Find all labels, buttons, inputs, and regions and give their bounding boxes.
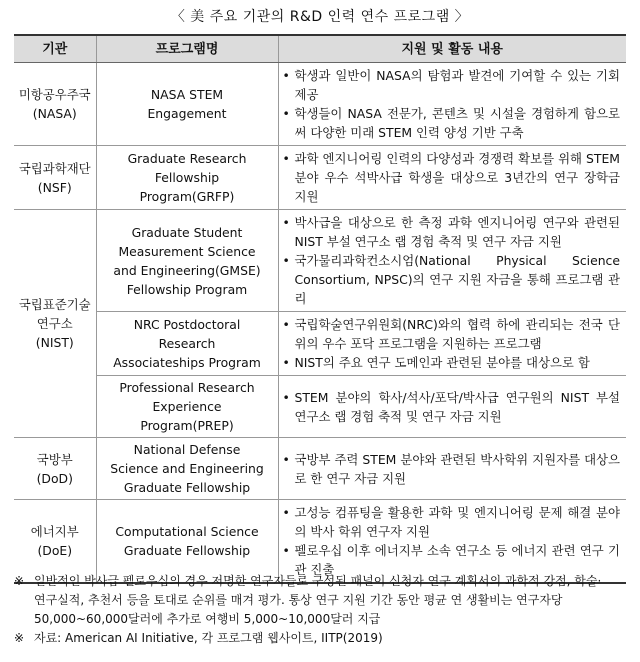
table-row: [14, 210, 626, 312]
org-cell: [14, 438, 96, 500]
bullet-text: 학생과 일반이 NASA의 탐험과 발견에 기여할 수 있는 기회 제공: [294, 68, 620, 102]
note-symbol: ※: [14, 631, 25, 645]
table-row: [14, 63, 626, 146]
bullet-item: [283, 388, 621, 426]
bullet-icon: •: [282, 451, 290, 467]
program-name-cell: [96, 312, 278, 376]
bullet-text: 학생들이 NASA 전문가, 콘텐츠 및 시설을 경험하게 함으로써 다양한 미래 STEM 인력 양성 기반 구축: [294, 106, 620, 140]
program-name-line: and Engineering(GMSE): [113, 262, 261, 278]
org-name-line: 국립과학재단: [18, 160, 91, 176]
footnote: [14, 572, 626, 629]
bullet-item: [283, 213, 621, 251]
content-cell: [278, 312, 626, 376]
bullet-icon: •: [282, 317, 290, 332]
bullet-text: 과학 엔지니어링 인력의 다양성과 경쟁력 확보를 위해 STEM 분야 우수 석박사급 학생을 대상으로 3년간의 연구 장학금 지원: [294, 151, 620, 204]
table-row: [14, 500, 626, 584]
program-name-line: Program(GRFP): [139, 189, 235, 204]
content-cell: [278, 146, 626, 210]
program-name-line: Associateships Program: [113, 355, 261, 370]
program-name-line: Fellowship Program: [126, 281, 248, 297]
bullet-text: STEM 분야의 학사/석사/포닥/박사급 연구원의 NIST 부설 연구소 랩 경험 축적 및 연구 자금 지원: [294, 389, 620, 424]
program-name-line: Program(PREP): [140, 418, 234, 433]
org-name-line: 미항공우주국: [18, 87, 91, 102]
bullet-text: 국방부 주력 STEM 분야와 관련된 박사학위 지원자를 대상으로 한 연구 자금 지원: [294, 451, 620, 486]
org-cell: [14, 63, 96, 146]
org-name-line: 국방부: [36, 451, 73, 467]
table-body: [14, 63, 626, 584]
program-name-line: Experience: [152, 399, 222, 414]
program-name-line: National Defense: [133, 442, 241, 457]
program-name-cell: [96, 438, 278, 500]
bullet-text: NIST의 주요 연구 도메인과 관련된 분야를 대상으로 함: [294, 355, 590, 370]
table-header-row: [14, 35, 626, 63]
program-name-cell: [96, 210, 278, 312]
bullet-icon: •: [282, 68, 290, 83]
bullet-item: [283, 149, 621, 206]
program-name-line: Science and Engineering: [110, 461, 264, 476]
content-cell: [278, 63, 626, 146]
note-symbol: ※: [14, 574, 25, 588]
header-org: 기관: [14, 35, 96, 63]
program-name-line: Engagement: [147, 106, 227, 121]
org-name-line: (DoE): [37, 543, 73, 558]
header-content: 지원 및 활동 내용: [278, 35, 626, 63]
bullet-icon: •: [282, 106, 290, 121]
org-cell: [14, 146, 96, 210]
bullet-item: [283, 251, 621, 308]
bullet-item: [283, 66, 621, 104]
bullet-icon: •: [282, 543, 290, 558]
content-cell: [278, 210, 626, 312]
program-name-cell: [96, 63, 278, 146]
bullet-icon: •: [282, 215, 290, 230]
bullet-item: [283, 450, 621, 488]
program-name-line: Computational Science: [115, 524, 259, 539]
table-row: [14, 146, 626, 210]
program-table: [14, 34, 626, 584]
program-name-line: Graduate Fellowship: [123, 543, 251, 558]
table-row: [14, 312, 626, 376]
program-name-line: Fellowship: [154, 170, 220, 185]
bullet-icon: •: [282, 505, 290, 520]
footnote-line: 50,000~60,000달러에 추가로 여행비 5,000~10,000달러 지급: [34, 612, 381, 626]
bullet-text: 박사급을 대상으로 한 측정 과학 엔지니어링 연구와 관련된 NIST 부설 연구소 랩 경험 축적 및 연구 자금 지원: [294, 215, 620, 249]
table-title: 〈 美 주요 기관의 R&D 인력 연수 프로그램 〉: [170, 9, 470, 25]
bullet-item: [283, 503, 621, 541]
footnote-line: 연구실적, 추천서 등을 토대로 순위를 매겨 평가. 통상 연구 지원 기간 동안 평균 연 생활비는 연구자당: [34, 593, 563, 607]
bullet-icon: •: [282, 151, 290, 166]
bullet-text: 국가물리과학컨소시엄(National Physical Science Consortium, NPSC)의 연구 지원 자금을 통해 프로그램 관리: [294, 253, 620, 306]
program-name-line: NASA STEM: [150, 87, 224, 102]
program-name-line: Research: [158, 336, 216, 351]
org-name-line: (NIST): [35, 335, 74, 350]
program-name-line: Measurement Science: [118, 243, 256, 259]
bullet-item: [283, 315, 621, 353]
bullet-text: 고성능 컴퓨팅을 활용한 과학 및 엔지니어링 문제 해결 분야의 박사 학위 연구자 지원: [294, 505, 620, 539]
program-name-line: NRC Postdoctoral: [133, 317, 241, 332]
bullet-item: [283, 353, 621, 372]
source-text: 자료: American AI Initiative, 각 프로그램 웹사이트, IITP(2019): [34, 631, 383, 645]
program-name-line: Graduate Fellowship: [123, 480, 251, 495]
footnote-line: 일반적인 박사급 펠로우십의 경우 저명한 연구자들로 구성된 패널이 신청자 연구 계획서의 과학적 강점, 학술·: [34, 574, 602, 588]
program-name-line: Graduate Student: [131, 224, 243, 240]
program-name-cell: [96, 146, 278, 210]
source-note: [14, 629, 626, 648]
table-row: [14, 376, 626, 438]
bullet-icon: •: [282, 253, 290, 268]
content-cell: [278, 500, 626, 584]
org-name-line: 국립표준기술: [18, 297, 91, 312]
program-name-line: Professional Research: [119, 380, 255, 395]
bullet-icon: •: [282, 355, 290, 370]
org-cell: [14, 500, 96, 584]
header-program: 프로그램명: [96, 35, 278, 63]
bullet-item: [283, 104, 621, 142]
bullet-text: 국립학술연구위원회(NRC)와의 협력 하에 관리되는 전국 단위의 우수 포닥 프로그램을 지원하는 프로그램: [294, 317, 620, 351]
org-cell: [14, 210, 96, 438]
content-cell: [278, 438, 626, 500]
bullet-icon: •: [282, 389, 290, 405]
org-name-line: (NASA): [32, 106, 77, 121]
table-row: [14, 438, 626, 500]
program-name-cell: [96, 376, 278, 438]
program-name-cell: [96, 500, 278, 584]
bullet-text: 펠로우십 이후 에너지부 소속 연구소 등 에너지 관련 연구 기관 진출: [294, 543, 620, 577]
org-name-line: (NSF): [37, 179, 72, 195]
content-cell: [278, 376, 626, 438]
org-name-line: 에너지부: [30, 524, 79, 539]
org-name-line: 연구소: [36, 316, 73, 331]
program-name-line: Graduate Research: [127, 151, 247, 166]
org-name-line: (DoD): [36, 470, 73, 486]
